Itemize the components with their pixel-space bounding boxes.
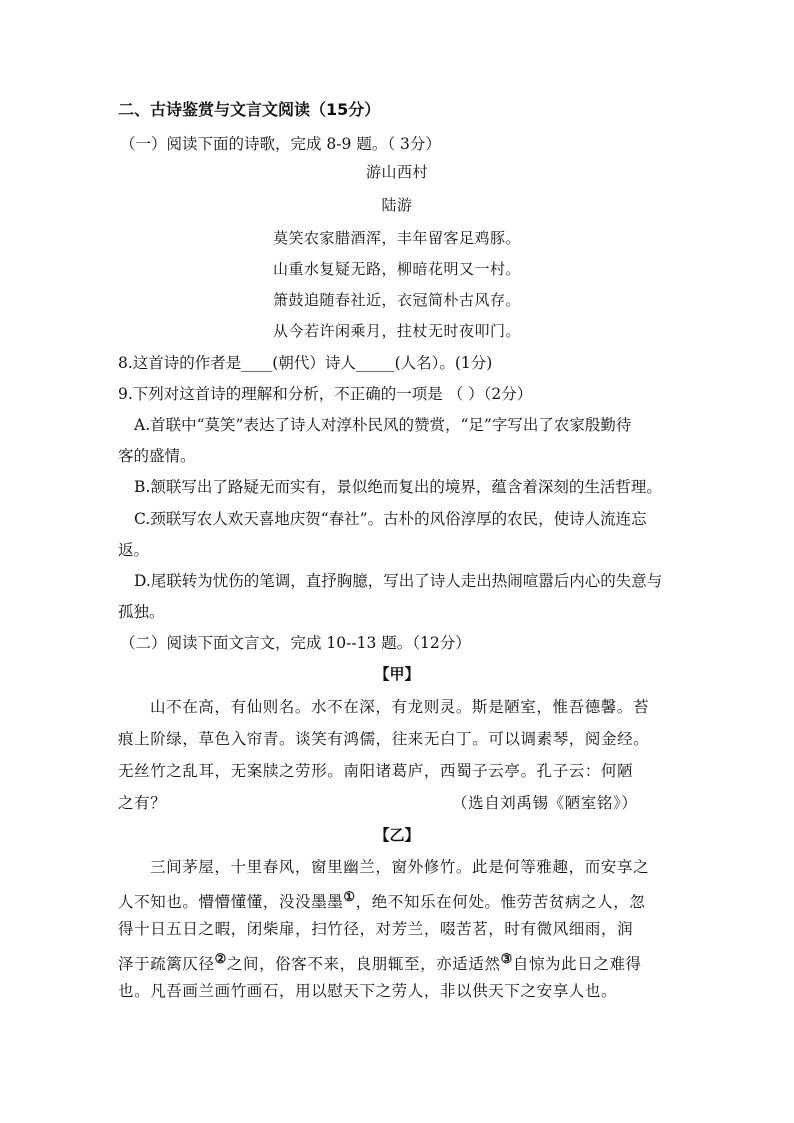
poem-line: 箫鼓追随春社近，衣冠简朴古风存。 bbox=[272, 291, 521, 309]
poem-author: 陆游 bbox=[381, 196, 413, 214]
jia-line: 山不在高，有仙则名。水不在深，有龙则灵。斯是陋室，惟吾德馨。苔 bbox=[150, 698, 650, 716]
yi-text: 泽于疏篱仄径 bbox=[118, 955, 215, 974]
yi-text: 之间，俗客不来，良朋辄至，亦适适然 bbox=[226, 955, 501, 974]
option-b: B.颔联写出了路疑无而实有，景似绝而复出的境界，蕴含着深刻的生活哲理。 bbox=[134, 478, 662, 496]
yi-line: 得十日五日之暇，闭柴扉，扫竹径，对芳兰，啜苦茗，时有微风细雨，润 bbox=[118, 920, 634, 938]
option-d: D.尾联转为忧伤的笔调，直抒胸臆，写出了诗人走出热闹喧嚣后内心的失意与 bbox=[134, 572, 663, 590]
yi-line: 三间茅屋，十里春风，窗里幽兰，窗外修竹。此是何等雅趣，而安享之 bbox=[150, 858, 650, 876]
footnote-marker: ② bbox=[214, 952, 227, 967]
poem-title: 游山西村 bbox=[365, 163, 428, 181]
yi-text: ，绝不知乐在何处。惟劳苦贫病之人，忽 bbox=[355, 893, 646, 912]
section-title: 二、古诗鉴赏与文言文阅读（15分） bbox=[118, 100, 381, 119]
footnote-marker: ③ bbox=[500, 952, 513, 967]
jia-label: 【甲】 bbox=[374, 665, 420, 683]
question-9: 9.下列对这首诗的理解和分析，不正确的一项是 （ ）（2分） bbox=[118, 385, 533, 403]
option-d-continued: 孤独。 bbox=[118, 603, 165, 621]
jia-source: （选自刘禹锡《陋室铭》） bbox=[452, 794, 638, 812]
poem-line: 从今若许闲乘月，拄杖无时夜叩门。 bbox=[272, 322, 521, 340]
question-8: 8.这首诗的作者是____(朝代）诗人_____(人名）。(1分) bbox=[118, 354, 493, 372]
option-a: A.首联中“莫笑”表达了诗人对淳朴民风的赞赏，“足”字写出了农家殷勤待 bbox=[134, 416, 632, 434]
jia-line: 痕上阶绿，草色入帘青。谈笑有鸿儒，往来无白丁。可以调素琴，阅金经。 bbox=[118, 730, 650, 748]
poem-line: 山重水复疑无路，柳暗花明又一村。 bbox=[272, 260, 521, 278]
jia-line: 之有？ bbox=[118, 794, 167, 812]
poem-line: 莫笑农家腊酒浑，丰年留客足鸡豚。 bbox=[272, 229, 521, 247]
yi-text: 人不知也。懵懵懂懂，没没墨墨 bbox=[118, 893, 344, 912]
option-a-continued: 客的盛情。 bbox=[118, 447, 196, 465]
option-c: C.颈联写农人欢天喜地庆贺“春社”。古朴的风俗淳厚的农民，使诗人流连忘 bbox=[134, 510, 647, 528]
part1-instruction: （一）阅读下面的诗歌，完成 8-9 题。（ 3分） bbox=[120, 135, 441, 153]
yi-label: 【乙】 bbox=[374, 826, 420, 844]
part2-instruction: （二）阅读下面文言文，完成 10--13 题。（12分） bbox=[120, 634, 471, 652]
option-c-continued: 返。 bbox=[118, 541, 150, 559]
yi-line bbox=[118, 950, 642, 974]
yi-text: 自惊为此日之难得 bbox=[512, 955, 642, 974]
jia-line: 无丝竹之乱耳，无案牍之劳形。南阳诸葛庐，西蜀子云亭。孔子云：何陋 bbox=[118, 762, 634, 780]
yi-line bbox=[118, 888, 645, 912]
footnote-marker: ① bbox=[343, 890, 356, 905]
yi-line: 也。凡吾画兰画竹画石，用以慰天下之劳人，非以供天下之安享人也。 bbox=[118, 982, 618, 1000]
